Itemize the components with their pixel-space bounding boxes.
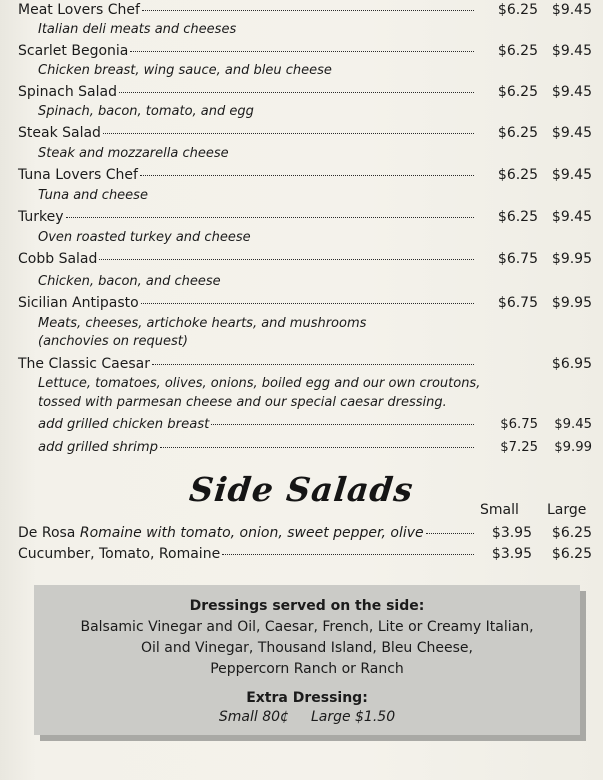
- item-name: Cobb Salad: [18, 251, 98, 267]
- item-description: Steak and mozzarella cheese: [38, 146, 229, 161]
- item-name: The Classic Caesar: [18, 356, 150, 372]
- item-name: Spinach Salad: [18, 84, 117, 100]
- item-description: tossed with parmesan cheese and our special caesar dressing.: [38, 395, 447, 410]
- price-small: $6.25: [497, 84, 538, 100]
- menu-item: [18, 293, 592, 313]
- menu-item: [18, 354, 592, 374]
- dot-leader: [119, 92, 474, 93]
- price-small: $6.25: [497, 43, 538, 59]
- price-small: $6.25: [497, 2, 538, 18]
- menu-item: [18, 82, 592, 102]
- item-name: Scarlet Begonia: [18, 43, 129, 59]
- price-large: $9.95: [551, 295, 592, 311]
- dot-leader: [222, 554, 474, 555]
- side-salad-name: De Rosa: [18, 525, 76, 541]
- item-name: Cucumber, Tomato, Romaine: [18, 546, 221, 562]
- dot-leader: [103, 133, 474, 134]
- dressings-heading: Dressings served on the side:: [189, 598, 425, 614]
- price-large: $9.45: [551, 84, 592, 100]
- addon-item: [38, 415, 592, 435]
- item-name: Meat Lovers Chef: [18, 2, 140, 18]
- dot-leader: [211, 424, 474, 425]
- menu-item: [18, 41, 592, 61]
- item-description: Italian deli meats and cheeses: [38, 22, 237, 37]
- price-large: $9.95: [551, 251, 592, 267]
- extra-dressing-small: Small 80¢: [218, 709, 289, 725]
- price-small: $3.95: [491, 546, 532, 562]
- price-large: $9.45: [551, 167, 592, 183]
- side-salad-item: [18, 544, 592, 564]
- price-small: $6.25: [497, 209, 538, 225]
- price-small: $6.25: [497, 125, 538, 141]
- price-small: $6.75: [497, 251, 538, 267]
- addon-name: add grilled chicken breast: [38, 417, 210, 432]
- dot-leader: [426, 533, 474, 534]
- column-header-large: Large: [547, 502, 587, 518]
- price-small: $6.75: [500, 417, 538, 432]
- item-name: Tuna Lovers Chef: [18, 167, 138, 183]
- dressings-line: Oil and Vinegar, Thousand Island, Bleu Cheese,: [141, 640, 473, 656]
- item-name: Turkey: [18, 209, 64, 225]
- item-description: Chicken, bacon, and cheese: [38, 274, 221, 289]
- dot-leader: [152, 364, 474, 365]
- dressings-box: [34, 585, 580, 735]
- price-small: $6.75: [497, 295, 538, 311]
- menu-item: [18, 207, 592, 227]
- price-large: $9.99: [554, 440, 592, 455]
- dressings-line: Balsamic Vinegar and Oil, Caesar, French, Lite or Creamy Italian,: [80, 619, 534, 635]
- price-large: $9.45: [554, 417, 592, 432]
- dressings-line: Peppercorn Ranch or Ranch: [210, 661, 404, 677]
- dot-leader: [99, 259, 474, 260]
- price-large: $9.45: [551, 209, 592, 225]
- extra-dressing-prices: [34, 708, 580, 726]
- price-large: $9.45: [551, 2, 592, 18]
- menu-item: [18, 0, 592, 20]
- item-name: [18, 523, 424, 543]
- item-description: Meats, cheeses, artichoke hearts, and mushrooms: [38, 316, 367, 331]
- item-description: Chicken breast, wing sauce, and bleu cheese: [38, 63, 332, 78]
- item-description: Oven roasted turkey and cheese: [38, 230, 251, 245]
- addon-name: add grilled shrimp: [38, 440, 159, 455]
- dot-leader: [142, 10, 474, 11]
- column-header-small: Small: [480, 502, 519, 518]
- price-large: $9.45: [551, 125, 592, 141]
- item-description: Lettuce, tomatoes, olives, onions, boiled egg and our own croutons,: [38, 376, 481, 391]
- dot-leader: [130, 51, 474, 52]
- side-salad-description: Romaine with tomato, onion, sweet pepper, olive: [79, 525, 424, 541]
- extra-dressing-heading: Extra Dressing:: [246, 690, 368, 706]
- price-small: $3.95: [491, 525, 532, 541]
- menu-item: [18, 249, 592, 269]
- menu-item: [18, 123, 592, 143]
- price-small: $7.25: [500, 440, 538, 455]
- addon-item: [38, 438, 592, 458]
- extra-dressing-large: Large $1.50: [310, 709, 396, 725]
- item-name: Steak Salad: [18, 125, 101, 141]
- dot-leader: [66, 217, 474, 218]
- menu-item: [18, 165, 592, 185]
- item-description: Spinach, bacon, tomato, and egg: [38, 104, 254, 119]
- item-description-note: (anchovies on request): [38, 334, 188, 349]
- price-small: $6.25: [497, 167, 538, 183]
- side-salad-item: [18, 523, 592, 543]
- dot-leader: [141, 303, 474, 304]
- price-large: $6.25: [551, 525, 592, 541]
- dot-leader: [160, 447, 474, 448]
- price-large: $9.45: [551, 43, 592, 59]
- section-title: Side Salads: [187, 470, 416, 509]
- item-name: Sicilian Antipasto: [18, 295, 139, 311]
- dot-leader: [140, 175, 474, 176]
- item-description: Tuna and cheese: [38, 188, 148, 203]
- price-large: $6.95: [551, 356, 592, 372]
- price-large: $6.25: [551, 546, 592, 562]
